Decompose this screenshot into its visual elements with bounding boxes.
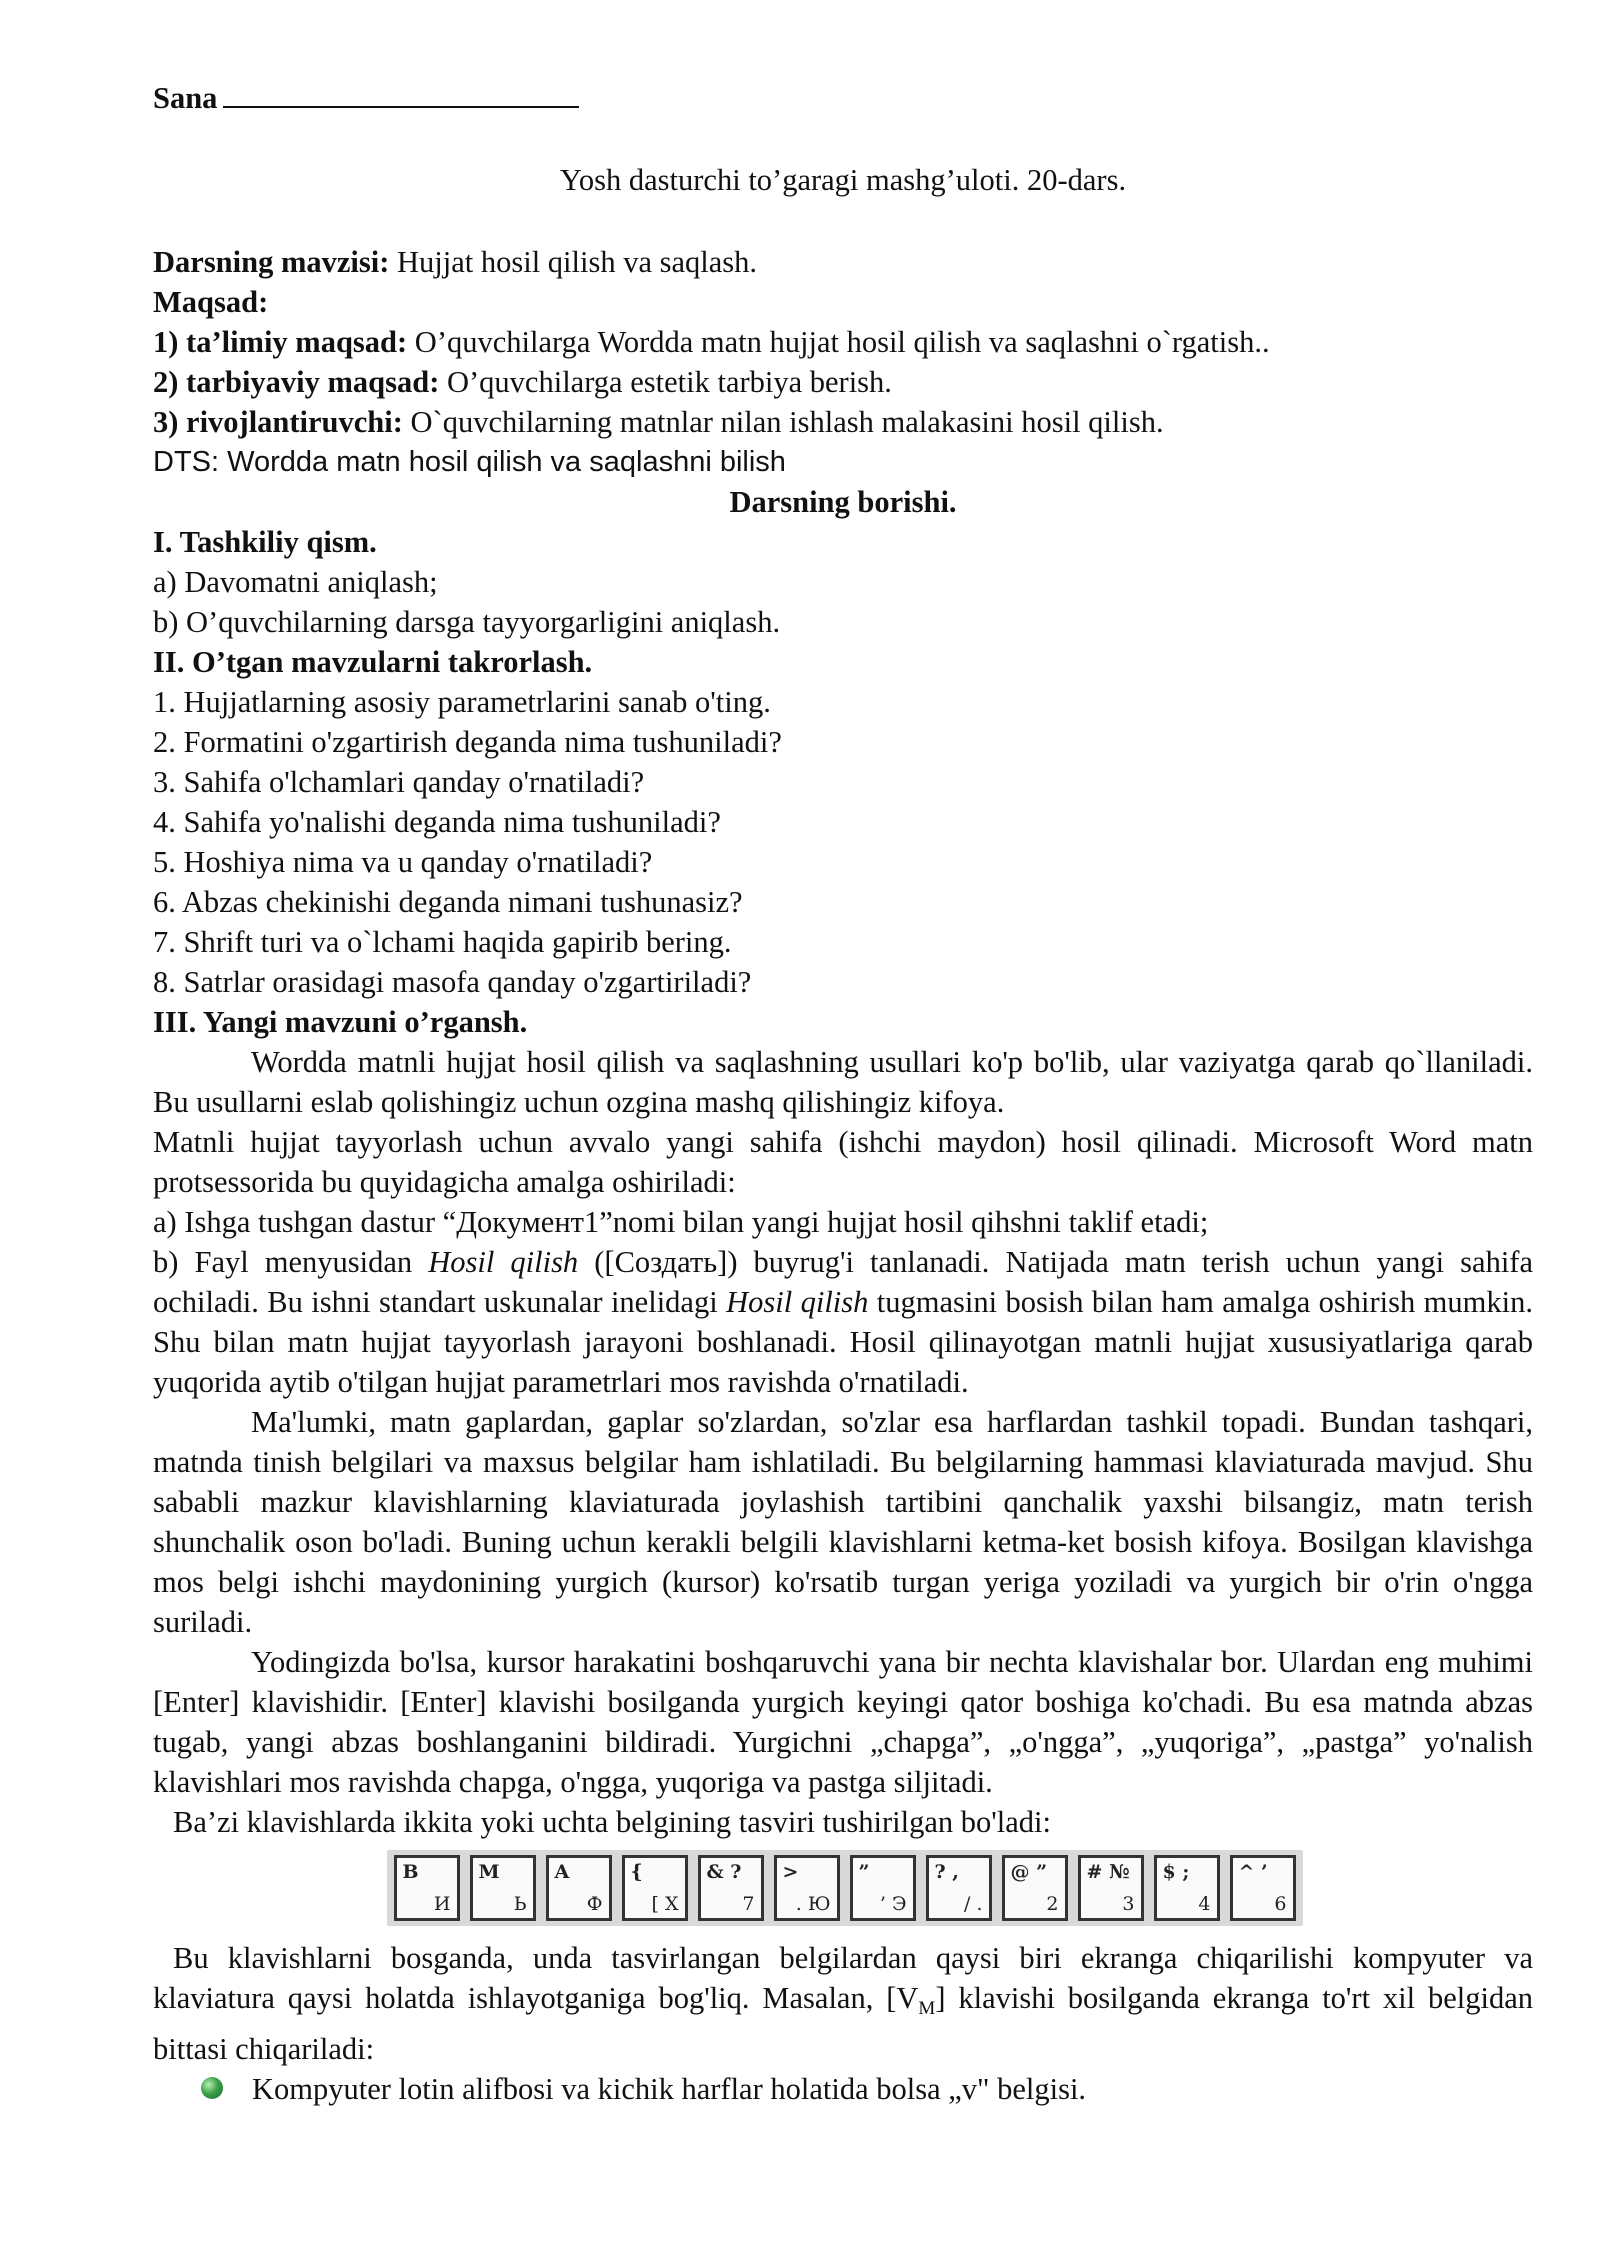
topic-text: Hujjat hosil qilish va saqlash. bbox=[389, 245, 758, 279]
document-content bbox=[153, 78, 1533, 2109]
key-bottom-symbol: 3 bbox=[1122, 1893, 1135, 1915]
section-2-heading: II. O’tgan mavzularni takrorlash. bbox=[153, 645, 593, 679]
question-item: 5. Hoshiya nima va u qanday o'rnatiladi? bbox=[153, 845, 653, 879]
goal-item-1: 1) ta’limiy maqsad: O’quvchilarga Wordda matn hujjat hosil qilish va saqlashni o`rgatish.. bbox=[153, 325, 1270, 359]
keyboard-key bbox=[850, 1855, 916, 1921]
key-top-symbol: > bbox=[782, 1861, 799, 1883]
keyboard-key bbox=[1230, 1855, 1296, 1921]
green-bullet-icon bbox=[201, 2077, 223, 2099]
paragraph: Matnli hujjat tayyorlash uchun avvalo yangi sahifa (ishchi maydon) hosil qilinadi. Microsoft Word matn protsessorida bu quyidagicha amalga oshiriladi: bbox=[153, 1125, 1533, 1199]
section-3-heading: III. Yangi mavzuni o’rgansh. bbox=[153, 1005, 528, 1039]
paragraph: b) Fayl menyusidan Hosil qilish ([Создать]) buyrug'i tanlanadi. Natijada matn terish uchun yangi sahifa ochiladi. Bu ishni standart uskunalar inelidagi Hosil qilish tugmasini bosish bilan ham amalga oshirish mumkin. Shu bilan matn hujjat tayyorlash jarayoni boshlanadi. Hosil qilinayotgan matnli hujjat xususiyatlariga qarab yuqorida aytib o'tilgan hujjat parametrlari mos ravishda o'rnatiladi. bbox=[153, 1245, 1533, 1399]
key-top-symbol: A bbox=[554, 1861, 570, 1883]
key-top-symbol: $ ; bbox=[1162, 1861, 1190, 1883]
keyboard-key bbox=[394, 1855, 460, 1921]
key-top-symbol: ? , bbox=[934, 1861, 959, 1883]
question-item: 7. Shrift turi va o`lchami haqida gapirib bering. bbox=[153, 925, 732, 959]
keyboard-key bbox=[1002, 1855, 1068, 1921]
paragraph: Ma'lumki, matn gaplardan, gaplar so'zlardan, so'zlar esa harflardan tashkil topadi. Bundan tashqari, matnda tinish belgilari va maxsus belgilar ham ishlatiladi. Bu belgilarning hammasi klaviaturada mavjud. Shu sababli mazkur klavishlarning klaviaturada joylashish tartibini qanchalik yaxshi bilsangiz, matn terish shunchalik oson bo'ladi. Buning uchun kerakli belgili klavishlarni ketma-ket bosish kifoya. Bosilgan klavishga mos belgi ishchi maydonining yurgich (kursor) ko'rsatib turgan yeriga yoziladi va yurgich bir o'rin o'ngga suriladi. bbox=[153, 1405, 1533, 1639]
key-bottom-symbol: / . bbox=[964, 1893, 983, 1915]
keyboard-key bbox=[774, 1855, 840, 1921]
question-item: 1. Hujjatlarning asosiy parametrlarini sanab o'ting. bbox=[153, 685, 771, 719]
keyboard-key bbox=[1078, 1855, 1144, 1921]
key-top-symbol: M bbox=[478, 1861, 500, 1883]
key-top-symbol: # № bbox=[1086, 1861, 1130, 1883]
question-item: 4. Sahifa yo'nalishi deganda nima tushuniladi? bbox=[153, 805, 721, 839]
date-label: Sana bbox=[153, 81, 218, 115]
keyboard-key bbox=[622, 1855, 688, 1921]
goal-item-2: 2) tarbiyaviy maqsad: O’quvchilarga estetik tarbiya berish. bbox=[153, 365, 892, 399]
paragraph: Yodingizda bo'lsa, kursor harakatini boshqaruvchi yana bir nechta klavishalar bor. Ulardan eng muhimi [Enter] klavishidir. [Enter] klavishi bosilganda yurgich keyingi qator boshiga ko'chadi. Bu esa matnda abzas tugab, yangi abzas boshlanganini bildiradi. Yurgichni „chapga”, „o'ngga”, „yuqoriga”, „pastga” yo'nalish klavishlari mos ravishda chapga, o'ngga, yuqoriga va pastga siljitadi. bbox=[153, 1645, 1533, 1799]
key-bottom-symbol: . Ю bbox=[795, 1893, 831, 1915]
keyboard-keys-row bbox=[387, 1850, 1303, 1926]
goal-item-3: 3) rivojlantiruvchi: O`quvchilarning matnlar nilan ishlash malakasini hosil qilish. bbox=[153, 405, 1164, 439]
key-bottom-symbol: [ Х bbox=[651, 1893, 679, 1915]
keyboard-key bbox=[698, 1855, 764, 1921]
key-bottom-symbol: ’ Э bbox=[879, 1893, 907, 1915]
key-top-symbol: B bbox=[402, 1861, 419, 1883]
list-item: b) O’quvchilarning darsga tayyorgarligini aniqlash. bbox=[153, 605, 781, 639]
section-1-heading: I. Tashkiliy qism. bbox=[153, 525, 377, 559]
bullet-item: Kompyuter lotin alifbosi va kichik harflar holatida bolsa „v" belgisi. bbox=[153, 2069, 1533, 2109]
key-bottom-symbol: И bbox=[433, 1893, 451, 1915]
keyboard-key bbox=[470, 1855, 536, 1921]
paragraph: Ba’zi klavishlarda ikkita yoki uchta belgining tasviri tushirilgan bo'ladi: bbox=[173, 1805, 1051, 1839]
question-item: 2. Formatini o'zgartirish deganda nima tushuniladi? bbox=[153, 725, 782, 759]
list-item: a) Davomatni aniqlash; bbox=[153, 565, 438, 599]
question-item: 3. Sahifa o'lchamlari qanday o'rnatiladi? bbox=[153, 765, 645, 799]
key-bottom-symbol: 4 bbox=[1198, 1893, 1211, 1915]
date-line bbox=[153, 78, 1533, 118]
topic-label: Darsning mavzisi: bbox=[153, 245, 390, 279]
date-blank bbox=[223, 80, 579, 108]
key-bottom-symbol: 7 bbox=[742, 1893, 755, 1915]
key-top-symbol: { bbox=[630, 1861, 643, 1883]
topic-line bbox=[153, 242, 1533, 282]
lesson-title: Yosh dasturchi to’garagi mashg’uloti. 20-dars. bbox=[559, 163, 1127, 197]
keyboard-key bbox=[1154, 1855, 1220, 1921]
paragraph: a) Ishga tushgan dastur “Документ1”nomi bilan yangi hujjat hosil qihshni taklif etadi; bbox=[153, 1205, 1209, 1239]
key-top-symbol: & ? bbox=[706, 1861, 742, 1883]
dts-line: DTS: Wordda matn hosil qilish va saqlashni bilish bbox=[153, 446, 786, 478]
paragraph: Bu klavishlarni bosganda, unda tasvirlangan belgilardan qaysi biri ekranga chiqarilishi kompyuter va klaviatura qaysi holatda ishlayotganiga bog'liq. Masalan, $[V_M]$ klavishi bosilganda ekranga to'rt xil belgidan bittasi chiqariladi: bbox=[153, 1941, 1534, 2066]
keyboard-key bbox=[926, 1855, 992, 1921]
key-bottom-symbol: Ь bbox=[513, 1893, 527, 1915]
lesson-progress-heading: Darsning borishi. bbox=[729, 485, 957, 519]
paragraph: Wordda matnli hujjat hosil qilish va saqlashning usullari ko'p bo'lib, ular vaziyatga qarab qo`llaniladi. Bu usullarni eslab qolishingiz uchun ozgina mashq qilishingiz kifoya. bbox=[153, 1045, 1533, 1119]
key-bottom-symbol: 2 bbox=[1046, 1893, 1059, 1915]
question-item: 6. Abzas chekinishi deganda nimani tushunasiz? bbox=[153, 885, 743, 919]
key-top-symbol: @ ” bbox=[1010, 1861, 1048, 1883]
question-item: 8. Satrlar orasidagi masofa qanday o'zgartiriladi? bbox=[153, 965, 752, 999]
key-top-symbol: ^ ’ bbox=[1238, 1861, 1268, 1883]
key-bottom-symbol: Ф bbox=[586, 1893, 603, 1915]
key-bottom-symbol: 6 bbox=[1274, 1893, 1287, 1915]
keyboard-key bbox=[546, 1855, 612, 1921]
keyboard-keys-figure bbox=[153, 1850, 1533, 1926]
goal-heading: Maqsad: bbox=[153, 285, 269, 319]
key-top-symbol: ” bbox=[858, 1861, 870, 1883]
